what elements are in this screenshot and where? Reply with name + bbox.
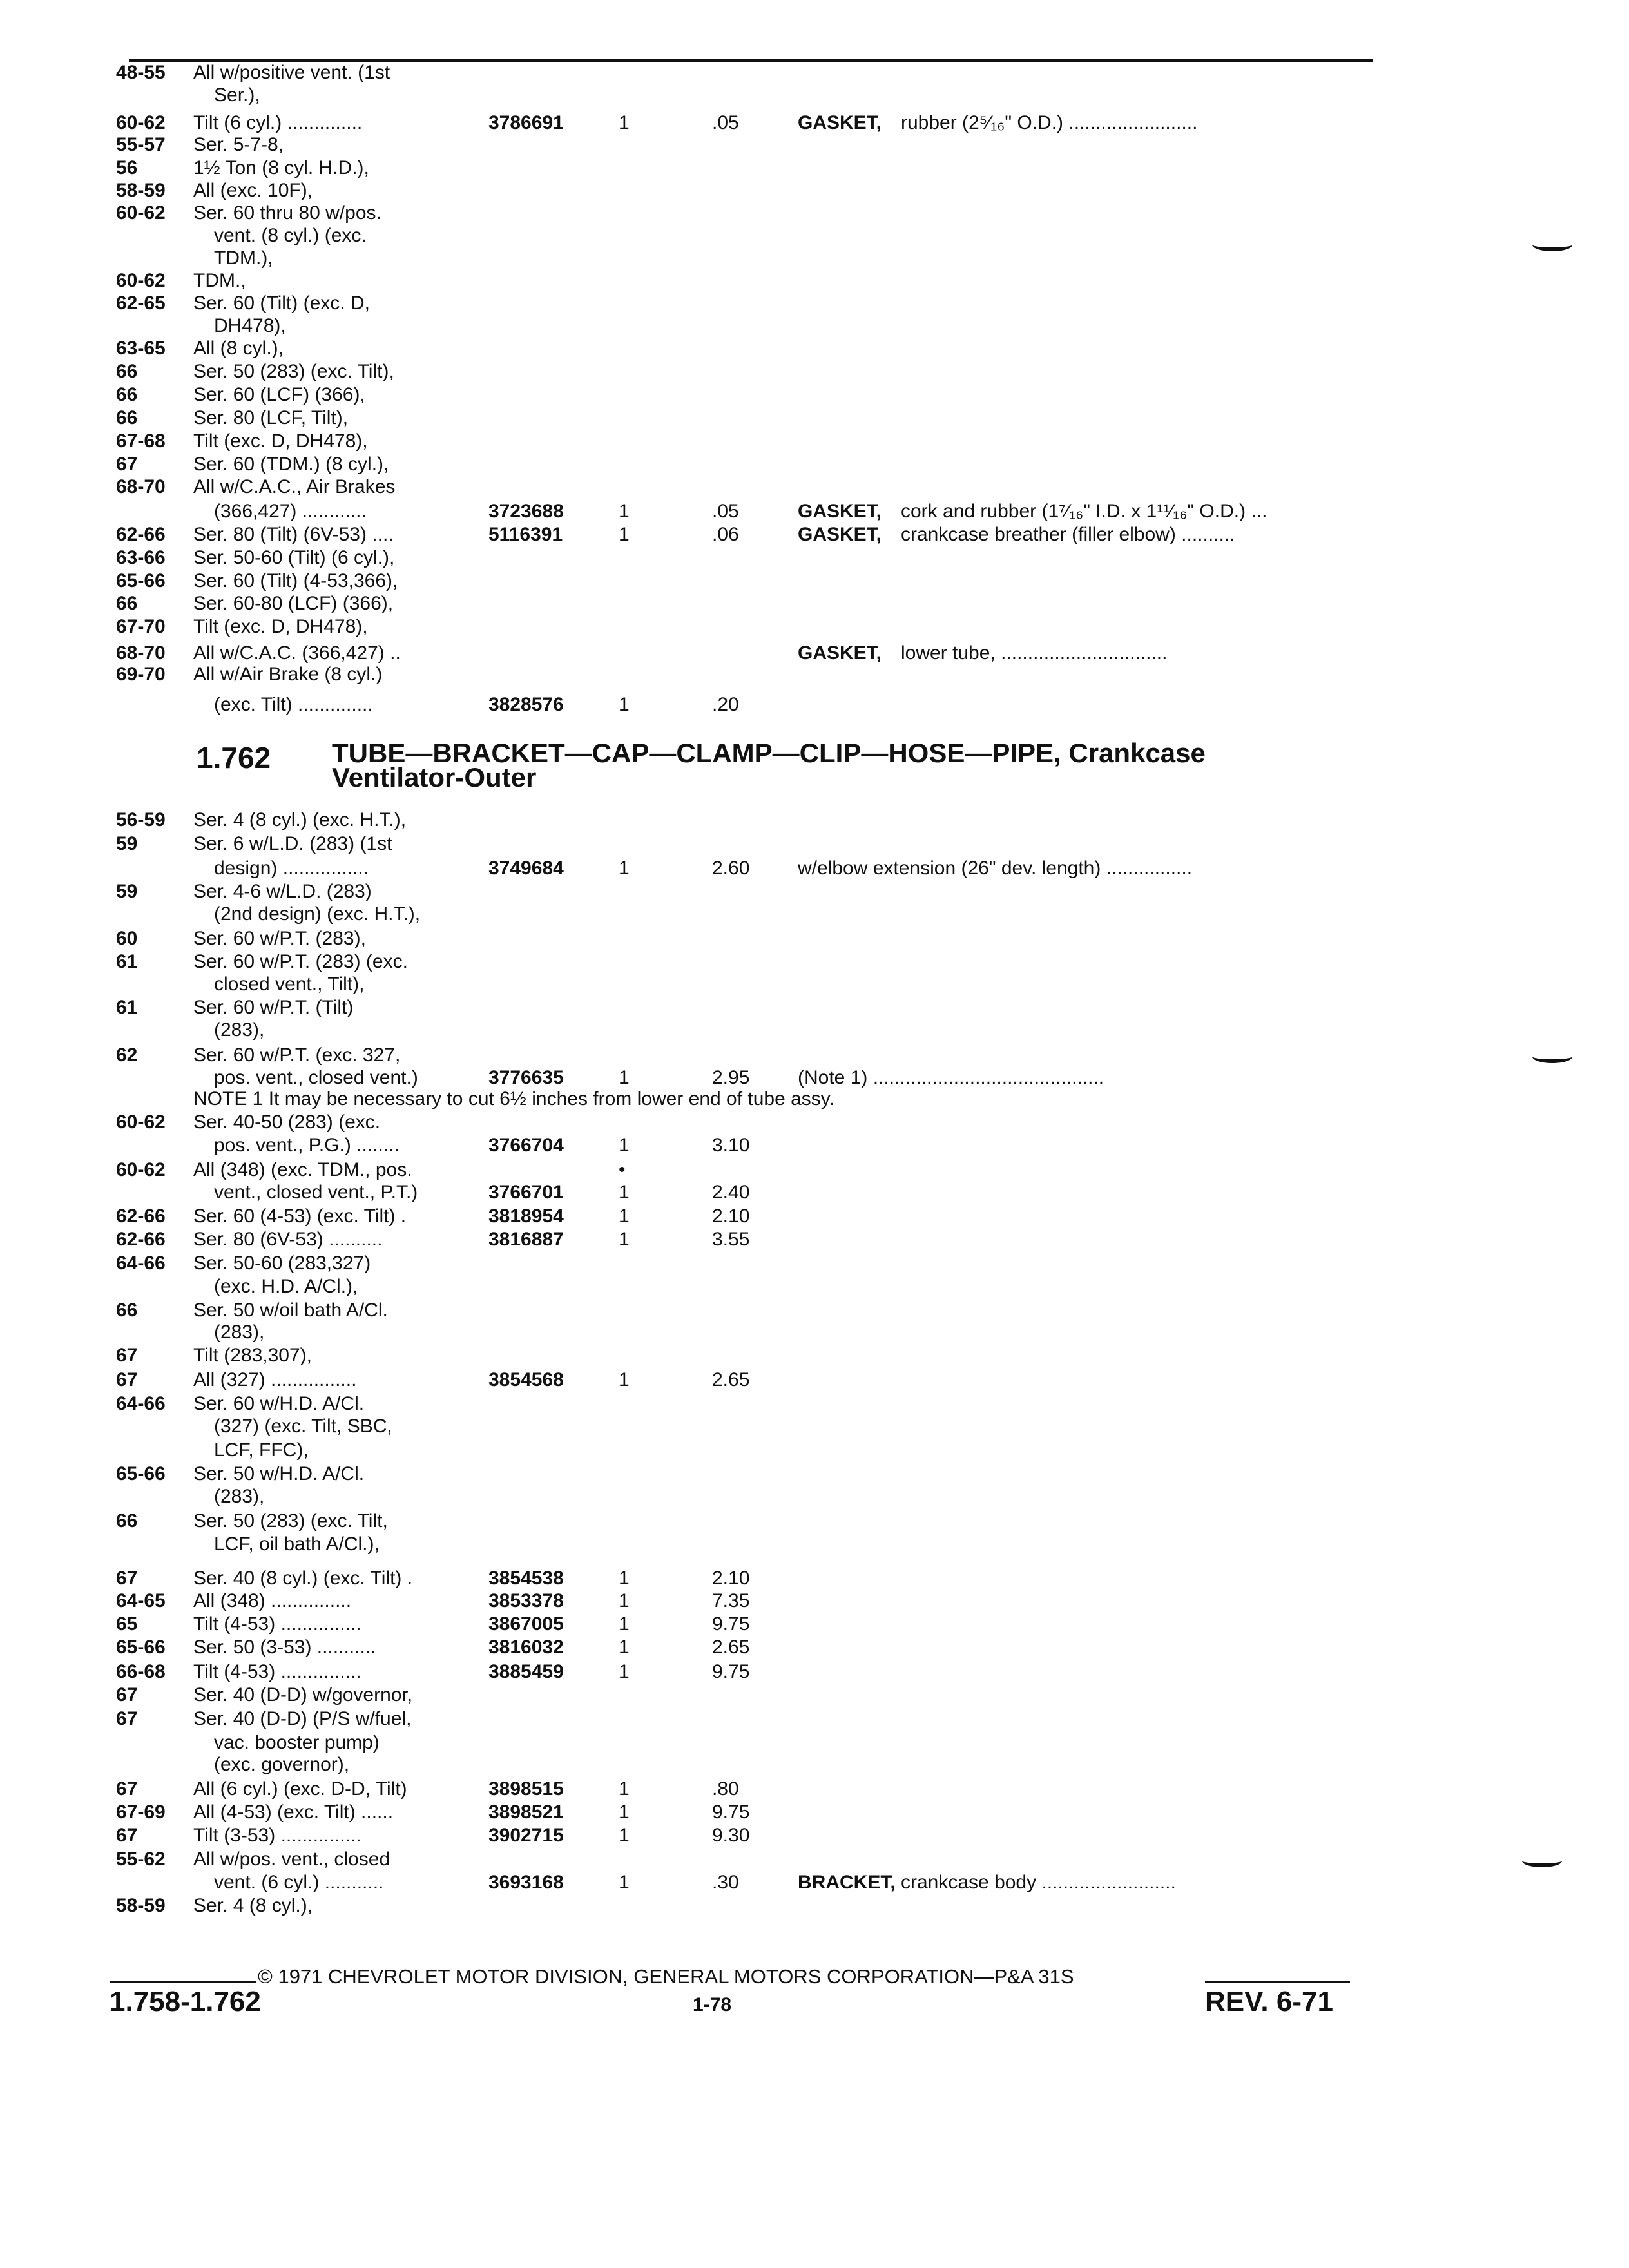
model-years: 65-66 — [116, 1463, 166, 1485]
application: DH478), — [214, 315, 286, 336]
application: Tilt (4-53) ............... — [193, 1613, 361, 1635]
parts-row — [0, 1894, 1629, 1917]
quantity: 1 — [619, 112, 630, 133]
part-name: GASKET, — [798, 501, 882, 522]
part-number: 3854568 — [488, 1369, 564, 1390]
part-number: 5116391 — [488, 524, 563, 545]
parts-row — [0, 247, 1629, 270]
model-years: 65-66 — [116, 570, 166, 591]
application: pos. vent., P.G.) ........ — [214, 1135, 400, 1156]
parts-row — [0, 950, 1629, 974]
part-description: lower tube, ............................... — [901, 642, 1168, 664]
application: Ser. 50 w/H.D. A/Cl. — [193, 1463, 365, 1485]
part-number: 3898521 — [488, 1802, 564, 1823]
model-years: 56 — [116, 157, 138, 178]
parts-row — [0, 500, 1629, 523]
application: Ser. 60 (Tilt) (4-53,366), — [193, 570, 398, 591]
application: LCF, FFC), — [214, 1439, 309, 1461]
parts-row — [0, 1636, 1629, 1659]
parts-row — [0, 1299, 1629, 1322]
application: Ser. 4 (8 cyl.) (exc. H.T.), — [193, 809, 407, 831]
application: All (6 cyl.) (exc. D-D, Tilt) — [193, 1778, 407, 1800]
model-years: 58-59 — [116, 180, 166, 201]
part-number: 3867005 — [488, 1613, 564, 1635]
price: .30 — [712, 1872, 739, 1893]
application: Ser. 60 (TDM.) (8 cyl.), — [193, 454, 389, 475]
parts-row — [0, 1134, 1629, 1157]
model-years: 65-66 — [116, 1637, 166, 1658]
price: 9.75 — [712, 1661, 750, 1682]
parts-row — [0, 133, 1629, 157]
application: 1½ Ton (8 cyl. H.D.), — [193, 157, 369, 178]
parts-row — [0, 1344, 1629, 1367]
application: Ser. 50 (283) (exc. Tilt), — [193, 361, 394, 382]
model-years: 67 — [116, 454, 138, 475]
application: Ser. 60 w/P.T. (283) (exc. — [193, 951, 408, 972]
model-years: 59 — [116, 833, 138, 854]
model-years: 66 — [116, 361, 138, 382]
part-number: 3828576 — [488, 694, 564, 715]
model-years: 60-62 — [116, 1111, 166, 1133]
price: .80 — [712, 1778, 739, 1800]
model-years: 68-70 — [116, 642, 166, 664]
part-description: rubber (2⁵⁄₁₆" O.D.) ........................ — [901, 112, 1198, 133]
application: Ser. 50 (283) (exc. Tilt, — [193, 1510, 388, 1532]
quantity: 1 — [619, 1369, 630, 1390]
price: .05 — [712, 501, 739, 522]
parts-row — [0, 292, 1629, 315]
application: (366,427) ............ — [214, 501, 367, 522]
parts-row — [0, 1485, 1629, 1508]
parts-row — [0, 927, 1629, 950]
parts-row — [0, 592, 1629, 615]
section-title-line-1: TUBE—BRACKET—CAP—CLAMP—CLIP—HOSE—PIPE, Crankcase — [332, 738, 1206, 768]
model-years: 60 — [116, 928, 138, 949]
application: NOTE 1 It may be necessary to cut 6½ inches from lower end of tube assy. — [193, 1088, 834, 1110]
quantity: 1 — [619, 858, 630, 879]
parts-row — [0, 1275, 1629, 1298]
application: Ser. 6 w/L.D. (283) (1st — [193, 833, 392, 854]
application: All w/pos. vent., closed — [193, 1849, 390, 1870]
parts-row — [0, 1044, 1629, 1067]
application: (283), — [214, 1486, 265, 1507]
parts-row — [0, 693, 1629, 716]
part-number: 3786691 — [488, 112, 564, 133]
parts-row — [0, 1463, 1629, 1486]
application: All (348) (exc. TDM., pos. — [193, 1159, 412, 1180]
model-years: 67-68 — [116, 430, 166, 452]
parts-row — [0, 1205, 1629, 1228]
application: Ser. 40 (D-D) (P/S w/fuel, — [193, 1708, 412, 1729]
footer-section-range: 1.758-1.762 — [110, 1986, 261, 2017]
part-number: 3853378 — [488, 1590, 564, 1611]
model-years: 62-65 — [116, 293, 166, 314]
part-name: GASKET, — [798, 112, 882, 133]
quantity: 1 — [619, 1067, 630, 1088]
parts-row — [0, 1613, 1629, 1636]
model-years: 67 — [116, 1778, 138, 1800]
part-number: 3818954 — [488, 1206, 564, 1227]
application: Ser. 40 (D-D) w/governor, — [193, 1684, 413, 1706]
quantity: 1 — [619, 1661, 630, 1682]
model-years: 64-66 — [116, 1393, 166, 1414]
application: Ser. 5-7-8, — [193, 134, 284, 155]
parts-row — [0, 1510, 1629, 1533]
quantity: 1 — [619, 1613, 630, 1635]
parts-row — [0, 1019, 1629, 1042]
application: vac. booster pump) — [214, 1732, 380, 1753]
parts-row — [0, 430, 1629, 453]
parts-row — [0, 1111, 1629, 1134]
part-name: GASKET, — [798, 642, 882, 664]
model-years: 67 — [116, 1369, 138, 1390]
application: Ser. 50 (3-53) ........... — [193, 1637, 376, 1658]
application: All w/Air Brake (8 cyl.) — [193, 664, 383, 685]
application: TDM., — [193, 270, 246, 291]
application: Ser. 60 thru 80 w/pos. — [193, 202, 381, 224]
parts-row — [0, 476, 1629, 499]
parts-row — [0, 157, 1629, 180]
parts-row — [0, 570, 1629, 593]
model-years: 48-55 — [116, 62, 166, 83]
parts-row — [0, 360, 1629, 383]
part-number: 3885459 — [488, 1661, 564, 1682]
application: Ser. 4-6 w/L.D. (283) — [193, 881, 372, 902]
application: Ser. 60-80 (LCF) (366), — [193, 593, 394, 614]
application: vent. (6 cyl.) ........... — [214, 1872, 384, 1893]
application: Ser. 60 (LCF) (366), — [193, 384, 365, 405]
price: .06 — [712, 524, 739, 545]
price: 9.75 — [712, 1802, 750, 1823]
model-years: 63-65 — [116, 338, 166, 359]
application: vent., closed vent., P.T.) — [214, 1182, 418, 1203]
footer-revision: REV. 6-71 — [1205, 1986, 1333, 2017]
application: All (8 cyl.), — [193, 338, 284, 359]
parts-row — [0, 202, 1629, 225]
margin-tick-mark — [1532, 1050, 1572, 1063]
application: LCF, oil bath A/Cl.), — [214, 1533, 380, 1555]
quantity: 1 — [619, 1135, 630, 1156]
price: 2.40 — [712, 1182, 750, 1203]
price: 2.60 — [712, 858, 750, 879]
parts-row — [0, 546, 1629, 570]
part-description: crankcase breather (filler elbow) .......... — [901, 524, 1235, 545]
model-years: 66-68 — [116, 1661, 166, 1682]
model-years: 66 — [116, 1300, 138, 1321]
footer-page-number: 1-78 — [693, 1994, 732, 2015]
parts-row — [0, 1707, 1629, 1731]
model-years: 68-70 — [116, 476, 166, 497]
quantity: 1 — [619, 1568, 630, 1589]
margin-tick-mark — [1522, 1854, 1562, 1867]
parts-row — [0, 1871, 1629, 1894]
parts-row — [0, 1066, 1629, 1090]
quantity: 1 — [619, 1778, 630, 1800]
model-years: 67-70 — [116, 616, 166, 637]
application: Ser. 60 w/P.T. (283), — [193, 928, 366, 949]
parts-row — [0, 111, 1629, 135]
model-years: 63-66 — [116, 547, 166, 568]
parts-row — [0, 809, 1629, 832]
model-years: 60-62 — [116, 112, 166, 133]
application: Ser. 60 (4-53) (exc. Tilt) . — [193, 1206, 407, 1227]
application: Ser.), — [214, 84, 260, 106]
parts-row — [0, 1439, 1629, 1462]
application: Ser. 40 (8 cyl.) (exc. Tilt) . — [193, 1568, 413, 1589]
parts-row — [0, 1778, 1629, 1801]
part-number: 3816032 — [488, 1637, 564, 1658]
model-years: 69-70 — [116, 664, 166, 685]
parts-row — [0, 663, 1629, 686]
parts-row — [0, 61, 1629, 84]
model-years: 64-65 — [116, 1590, 166, 1611]
model-years: 66 — [116, 384, 138, 405]
application: closed vent., Tilt), — [214, 974, 365, 995]
model-years: 55-57 — [116, 134, 166, 155]
parts-row — [0, 1369, 1629, 1392]
quantity: 1 — [619, 1872, 630, 1893]
parts-row — [0, 383, 1629, 407]
model-years: 64-66 — [116, 1253, 166, 1274]
price: 2.95 — [712, 1067, 750, 1088]
application: Ser. 80 (LCF, Tilt), — [193, 407, 349, 428]
part-number: 3902715 — [488, 1825, 564, 1846]
price: 2.65 — [712, 1637, 750, 1658]
application: All (exc. 10F), — [193, 180, 313, 201]
model-years: 58-59 — [116, 1895, 166, 1916]
model-years: 66 — [116, 407, 138, 428]
application: Tilt (283,307), — [193, 1345, 312, 1366]
application: Ser. 60 w/H.D. A/Cl. — [193, 1393, 365, 1414]
application: vent. (8 cyl.) (exc. — [214, 225, 367, 246]
parts-row — [0, 973, 1629, 996]
part-number: 3723688 — [488, 501, 564, 522]
part-description: crankcase body ......................... — [901, 1872, 1176, 1893]
parts-row — [0, 880, 1629, 903]
model-years: 60-62 — [116, 202, 166, 224]
footer-copyright: © 1971 CHEVROLET MOTOR DIVISION, GENERAL MOTORS CORPORATION—P&A 31S — [258, 1965, 1074, 1988]
parts-row — [0, 84, 1629, 107]
section-title-line-2: Ventilator-Outer — [332, 762, 537, 793]
part-number: 3898515 — [488, 1778, 564, 1800]
application: pos. vent., closed vent.) — [214, 1067, 418, 1088]
parts-row — [0, 615, 1629, 639]
price: 2.10 — [712, 1206, 750, 1227]
quantity: 1 — [619, 1825, 630, 1846]
parts-row — [0, 1158, 1629, 1182]
part-number: 3749684 — [488, 858, 564, 879]
quantity: 1 — [619, 1206, 630, 1227]
part-description: cork and rubber (1⁷⁄₁₆" I.D. x 1¹¹⁄₁₆" O.D.) ... — [901, 501, 1268, 522]
model-years: 62-66 — [116, 1229, 166, 1250]
model-years: 59 — [116, 881, 138, 902]
quantity: 1 — [619, 1637, 630, 1658]
parts-row — [0, 642, 1629, 665]
application: Ser. 60 w/P.T. (exc. 327, — [193, 1044, 401, 1066]
application: All w/positive vent. (1st — [193, 62, 390, 83]
model-years: 67 — [116, 1825, 138, 1846]
application: All w/C.A.C., Air Brakes — [193, 476, 396, 497]
parts-row — [0, 1567, 1629, 1590]
model-years: 67 — [116, 1345, 138, 1366]
parts-row — [0, 269, 1629, 293]
model-years: 67 — [116, 1568, 138, 1589]
application: (exc. governor), — [214, 1754, 350, 1775]
parts-row — [0, 453, 1629, 476]
part-number: 3693168 — [488, 1872, 564, 1893]
parts-row — [0, 1753, 1629, 1776]
parts-row — [0, 1660, 1629, 1684]
price: .05 — [712, 112, 739, 133]
model-years: 66 — [116, 593, 138, 614]
parts-row — [0, 1533, 1629, 1556]
application: (exc. H.D. A/Cl.), — [214, 1276, 358, 1297]
model-years: 66 — [116, 1510, 138, 1532]
application: All (4-53) (exc. Tilt) ...... — [193, 1802, 394, 1823]
price: 7.35 — [712, 1590, 750, 1611]
price: 3.55 — [712, 1229, 750, 1250]
application: design) ................ — [214, 858, 369, 879]
parts-row — [0, 1392, 1629, 1416]
model-years: 65 — [116, 1613, 138, 1635]
model-years: 55-62 — [116, 1849, 166, 1870]
section-title — [332, 738, 1298, 793]
parts-row — [0, 1801, 1629, 1824]
part-name: GASKET, — [798, 524, 882, 545]
quantity: 1 — [619, 501, 630, 522]
parts-row — [0, 1321, 1629, 1344]
application: Ser. 80 (Tilt) (6V-53) .... — [193, 524, 394, 545]
part-number: 3854538 — [488, 1568, 564, 1589]
parts-row — [0, 1088, 1629, 1111]
parts-row — [0, 224, 1629, 247]
model-years: 62-66 — [116, 1206, 166, 1227]
footer-rule-left — [110, 1981, 256, 1983]
quantity: 1 — [619, 1802, 630, 1823]
model-years: 60-62 — [116, 1159, 166, 1180]
application: TDM.), — [214, 247, 273, 269]
application: Tilt (exc. D, DH478), — [193, 616, 368, 637]
parts-row — [0, 996, 1629, 1019]
parts-row — [0, 903, 1629, 926]
price: 9.75 — [712, 1613, 750, 1635]
quantity: • — [619, 1159, 626, 1180]
quantity: 1 — [619, 524, 630, 545]
parts-row — [0, 1824, 1629, 1847]
application: Ser. 50-60 (283,327) — [193, 1253, 371, 1274]
parts-row — [0, 179, 1629, 202]
quantity: 1 — [619, 1590, 630, 1611]
parts-row — [0, 1252, 1629, 1275]
application: All w/C.A.C. (366,427) .. — [193, 642, 401, 664]
price: .20 — [712, 694, 739, 715]
parts-row — [0, 314, 1629, 338]
quantity: 1 — [619, 1229, 630, 1250]
application: (283), — [214, 1321, 265, 1343]
application: Ser. 50 w/oil bath A/Cl. — [193, 1300, 388, 1321]
parts-row — [0, 1415, 1629, 1438]
price: 2.10 — [712, 1568, 750, 1589]
parts-row — [0, 407, 1629, 430]
part-number: 3766704 — [488, 1135, 564, 1156]
part-number: 3766701 — [488, 1182, 564, 1203]
application: Ser. 80 (6V-53) .......... — [193, 1229, 383, 1250]
application: Ser. 4 (8 cyl.), — [193, 1895, 313, 1916]
model-years: 62 — [116, 1044, 138, 1066]
section-number: 1.762 — [197, 741, 271, 774]
parts-row — [0, 1181, 1629, 1204]
application: (2nd design) (exc. H.T.), — [214, 903, 421, 925]
price: 2.65 — [712, 1369, 750, 1390]
part-number: 3776635 — [488, 1067, 564, 1088]
application: Tilt (exc. D, DH478), — [193, 430, 368, 452]
parts-row — [0, 1228, 1629, 1251]
quantity: 1 — [619, 1182, 630, 1203]
application: (exc. Tilt) .............. — [214, 694, 373, 715]
application: (283), — [214, 1019, 265, 1041]
model-years: 61 — [116, 951, 138, 972]
application: Ser. 40-50 (283) (exc. — [193, 1111, 381, 1133]
application: Tilt (4-53) ............... — [193, 1661, 361, 1682]
model-years: 67 — [116, 1684, 138, 1706]
model-years: 62-66 — [116, 524, 166, 545]
application: (327) (exc. Tilt, SBC, — [214, 1416, 392, 1437]
parts-row — [0, 1590, 1629, 1613]
price: 3.10 — [712, 1135, 750, 1156]
model-years: 60-62 — [116, 270, 166, 291]
model-years: 61 — [116, 997, 138, 1018]
parts-row — [0, 523, 1629, 546]
part-name: BRACKET, — [798, 1872, 896, 1893]
part-description: (Note 1) ........................................... — [798, 1067, 1104, 1088]
footer-rule-right — [1205, 1981, 1350, 1983]
application: Ser. 50-60 (Tilt) (6 cyl.), — [193, 547, 395, 568]
model-years: 67 — [116, 1708, 138, 1729]
parts-row — [0, 1731, 1629, 1754]
parts-row — [0, 857, 1629, 880]
parts-row — [0, 832, 1629, 856]
application: All (327) ................ — [193, 1369, 357, 1390]
application: Ser. 60 (Tilt) (exc. D, — [193, 293, 370, 314]
application: All (348) ............... — [193, 1590, 352, 1611]
parts-row — [0, 337, 1629, 360]
part-description: w/elbow extension (26" dev. length) ................ — [798, 858, 1193, 879]
parts-row — [0, 1684, 1629, 1707]
price: 9.30 — [712, 1825, 750, 1846]
application: Ser. 60 w/P.T. (Tilt) — [193, 997, 354, 1018]
part-number: 3816887 — [488, 1229, 564, 1250]
model-years: 56-59 — [116, 809, 166, 831]
application: Tilt (3-53) ............... — [193, 1825, 361, 1846]
margin-tick-mark — [1532, 238, 1572, 251]
model-years: 67-69 — [116, 1802, 166, 1823]
quantity: 1 — [619, 694, 630, 715]
application: Tilt (6 cyl.) .............. — [193, 112, 363, 133]
parts-row — [0, 1848, 1629, 1871]
